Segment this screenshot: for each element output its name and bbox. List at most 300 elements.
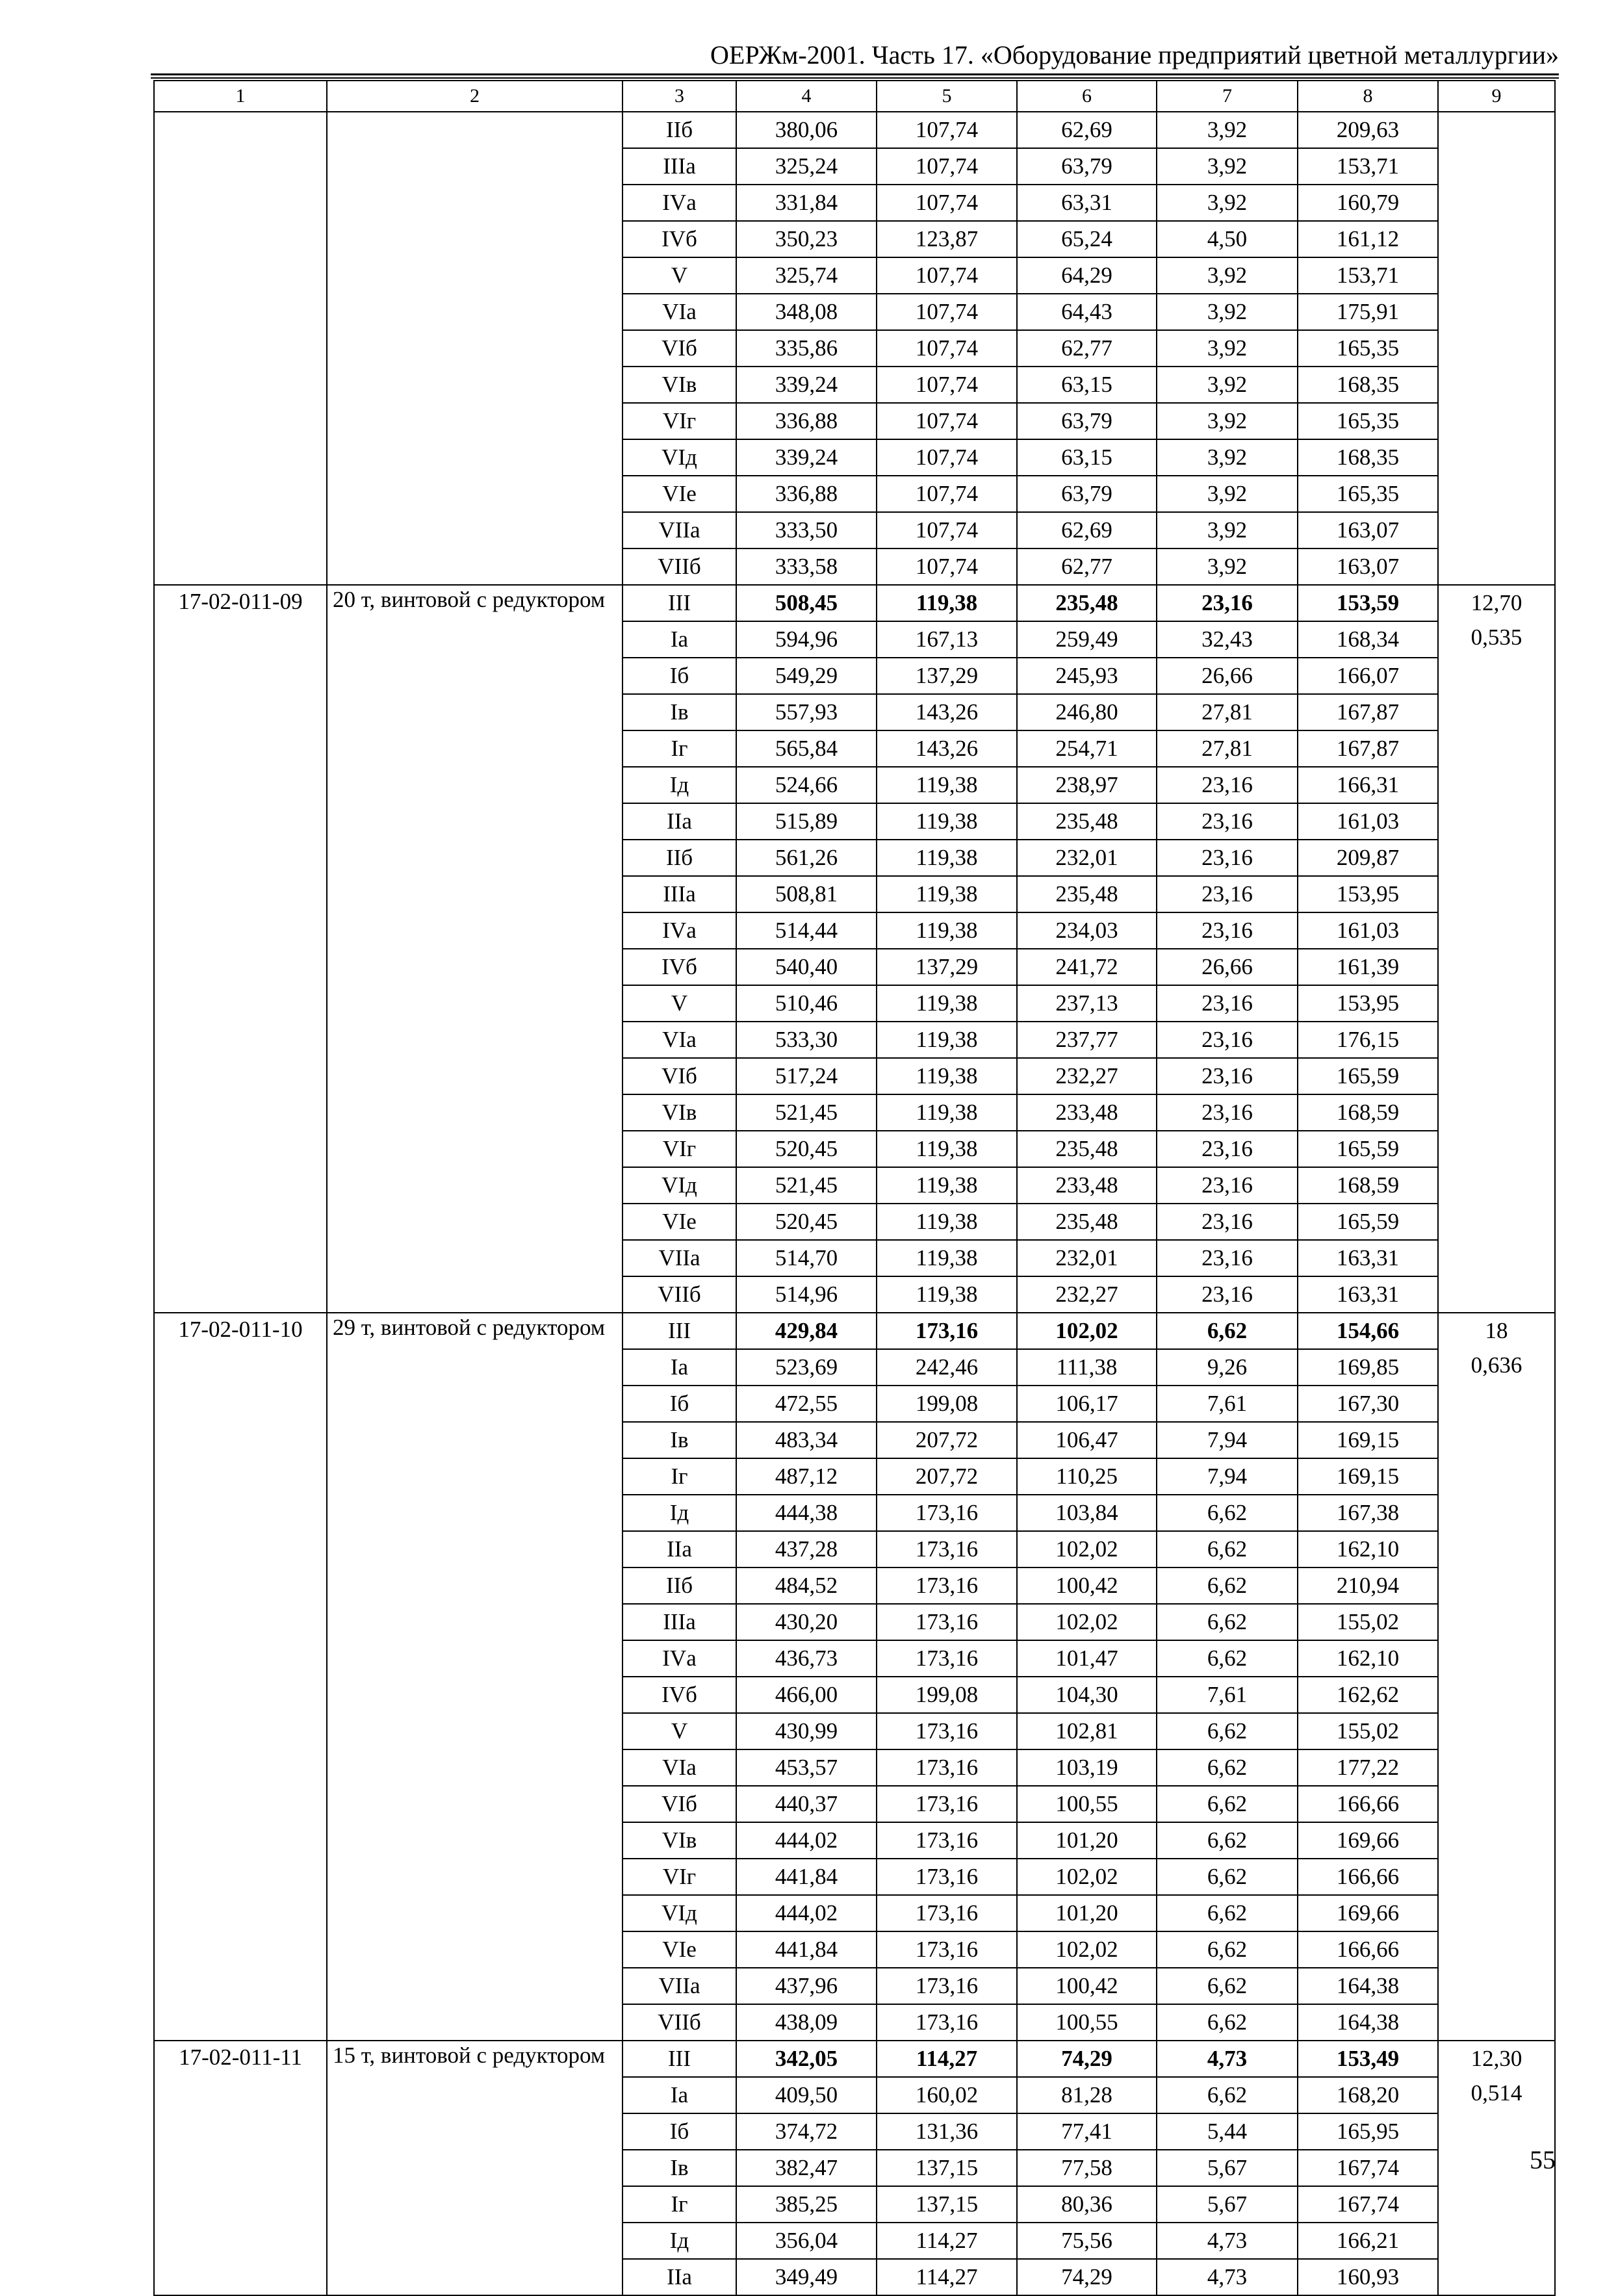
value-cell: 339,24 xyxy=(736,439,877,476)
value-cell: 102,02 xyxy=(1017,1531,1157,1567)
value-cell: 154,66 xyxy=(1298,1313,1438,1349)
value-cell: 101,20 xyxy=(1017,1895,1157,1931)
column-number: 3 xyxy=(623,81,736,112)
zone-cell: VIIб xyxy=(623,548,736,585)
value-cell: 160,93 xyxy=(1298,2259,1438,2295)
value-cell: 6,62 xyxy=(1157,2004,1298,2041)
value-cell: 100,55 xyxy=(1017,1786,1157,1822)
value-cell: 100,42 xyxy=(1017,1968,1157,2004)
value-cell: 119,38 xyxy=(877,1094,1017,1131)
value-cell: 131,36 xyxy=(877,2113,1017,2150)
value-cell: 430,20 xyxy=(736,1604,877,1640)
value-cell: 3,92 xyxy=(1157,512,1298,548)
column-9-value: 12,70 xyxy=(1470,590,1522,615)
zone-cell: V xyxy=(623,1713,736,1749)
value-cell: 23,16 xyxy=(1157,803,1298,840)
value-cell: 173,16 xyxy=(877,1822,1017,1859)
value-cell: 163,31 xyxy=(1298,1276,1438,1313)
zone-cell: VIа xyxy=(623,1749,736,1786)
value-cell: 3,92 xyxy=(1157,367,1298,403)
value-cell: 6,62 xyxy=(1157,1495,1298,1531)
zone-cell: VIе xyxy=(623,1204,736,1240)
value-cell: 325,24 xyxy=(736,148,877,185)
value-cell: 173,16 xyxy=(877,1531,1017,1567)
value-cell: 4,73 xyxy=(1157,2259,1298,2295)
value-cell: 27,81 xyxy=(1157,730,1298,767)
value-cell: 444,02 xyxy=(736,1822,877,1859)
value-cell: 6,62 xyxy=(1157,1859,1298,1895)
zone-cell: IIIа xyxy=(623,148,736,185)
rate-code-cell xyxy=(154,112,327,585)
value-cell: 472,55 xyxy=(736,1386,877,1422)
value-cell: 533,30 xyxy=(736,1022,877,1058)
value-cell: 520,45 xyxy=(736,1204,877,1240)
zone-cell: V xyxy=(623,257,736,294)
value-cell: 444,02 xyxy=(736,1895,877,1931)
column-9-cell xyxy=(1438,112,1555,585)
value-cell: 235,48 xyxy=(1017,585,1157,621)
value-cell: 6,62 xyxy=(1157,1931,1298,1968)
zone-cell: IIб xyxy=(623,1567,736,1604)
value-cell: 137,15 xyxy=(877,2150,1017,2186)
zone-cell: VIб xyxy=(623,1786,736,1822)
value-cell: 165,59 xyxy=(1298,1204,1438,1240)
value-cell: 237,13 xyxy=(1017,985,1157,1022)
value-cell: 409,50 xyxy=(736,2077,877,2113)
value-cell: 23,16 xyxy=(1157,1058,1298,1094)
value-cell: 119,38 xyxy=(877,1131,1017,1167)
value-cell: 123,87 xyxy=(877,221,1017,257)
value-cell: 166,66 xyxy=(1298,1786,1438,1822)
zone-cell: VIв xyxy=(623,367,736,403)
value-cell: 80,36 xyxy=(1017,2186,1157,2223)
value-cell: 437,96 xyxy=(736,1968,877,2004)
value-cell: 102,02 xyxy=(1017,1604,1157,1640)
value-cell: 339,24 xyxy=(736,367,877,403)
value-cell: 173,16 xyxy=(877,1931,1017,1968)
value-cell: 3,92 xyxy=(1157,403,1298,439)
zone-cell: IIIа xyxy=(623,876,736,912)
value-cell: 437,28 xyxy=(736,1531,877,1567)
zone-cell: VIв xyxy=(623,1822,736,1859)
value-cell: 23,16 xyxy=(1157,1094,1298,1131)
value-cell: 242,46 xyxy=(877,1349,1017,1386)
value-cell: 6,62 xyxy=(1157,1968,1298,2004)
value-cell: 4,50 xyxy=(1157,221,1298,257)
zone-cell: VIа xyxy=(623,1022,736,1058)
value-cell: 168,20 xyxy=(1298,2077,1438,2113)
value-cell: 235,48 xyxy=(1017,803,1157,840)
value-cell: 232,01 xyxy=(1017,1240,1157,1276)
value-cell: 514,70 xyxy=(736,1240,877,1276)
value-cell: 163,07 xyxy=(1298,548,1438,585)
value-cell: 161,39 xyxy=(1298,949,1438,985)
value-cell: 523,69 xyxy=(736,1349,877,1386)
value-cell: 235,48 xyxy=(1017,1204,1157,1240)
value-cell: 453,57 xyxy=(736,1749,877,1786)
value-cell: 143,26 xyxy=(877,694,1017,730)
value-cell: 9,26 xyxy=(1157,1349,1298,1386)
value-cell: 143,26 xyxy=(877,730,1017,767)
value-cell: 173,16 xyxy=(877,1567,1017,1604)
value-cell: 161,03 xyxy=(1298,803,1438,840)
value-cell: 107,74 xyxy=(877,112,1017,148)
value-cell: 483,34 xyxy=(736,1422,877,1458)
value-cell: 199,08 xyxy=(877,1677,1017,1713)
zone-cell: VIа xyxy=(623,294,736,330)
value-cell: 119,38 xyxy=(877,767,1017,803)
value-cell: 6,62 xyxy=(1157,1604,1298,1640)
value-cell: 32,43 xyxy=(1157,621,1298,658)
value-cell: 23,16 xyxy=(1157,1131,1298,1167)
value-cell: 173,16 xyxy=(877,1640,1017,1677)
value-cell: 440,37 xyxy=(736,1786,877,1822)
column-number: 6 xyxy=(1017,81,1157,112)
column-number: 2 xyxy=(327,81,623,112)
column-9-value: 12,30 xyxy=(1470,2046,1522,2071)
value-cell: 167,74 xyxy=(1298,2150,1438,2186)
value-cell: 107,74 xyxy=(877,548,1017,585)
value-cell: 176,15 xyxy=(1298,1022,1438,1058)
value-cell: 23,16 xyxy=(1157,1167,1298,1204)
table-body xyxy=(154,81,1555,2295)
zone-cell: IVа xyxy=(623,185,736,221)
value-cell: 514,44 xyxy=(736,912,877,949)
value-cell: 6,62 xyxy=(1157,1567,1298,1604)
value-cell: 102,02 xyxy=(1017,1859,1157,1895)
zone-cell: VIе xyxy=(623,1931,736,1968)
value-cell: 173,16 xyxy=(877,1895,1017,1931)
value-cell: 65,24 xyxy=(1017,221,1157,257)
value-cell: 155,02 xyxy=(1298,1713,1438,1749)
value-cell: 521,45 xyxy=(736,1094,877,1131)
zone-cell: Iа xyxy=(623,1349,736,1386)
value-cell: 5,67 xyxy=(1157,2150,1298,2186)
column-number: 7 xyxy=(1157,81,1298,112)
rate-description-cell: 20 т, винтовой с редуктором xyxy=(327,585,623,1313)
column-number: 1 xyxy=(154,81,327,112)
value-cell: 64,43 xyxy=(1017,294,1157,330)
value-cell: 168,35 xyxy=(1298,439,1438,476)
zone-cell: VIIб xyxy=(623,1276,736,1313)
zone-cell: VIIа xyxy=(623,1240,736,1276)
value-cell: 245,93 xyxy=(1017,658,1157,694)
column-9-value: 0,535 xyxy=(1470,625,1522,650)
value-cell: 335,86 xyxy=(736,330,877,367)
value-cell: 107,74 xyxy=(877,330,1017,367)
zone-cell: V xyxy=(623,985,736,1022)
value-cell: 3,92 xyxy=(1157,294,1298,330)
value-cell: 7,94 xyxy=(1157,1458,1298,1495)
zone-cell: VIд xyxy=(623,1167,736,1204)
value-cell: 155,02 xyxy=(1298,1604,1438,1640)
value-cell: 374,72 xyxy=(736,2113,877,2150)
value-cell: 153,71 xyxy=(1298,257,1438,294)
value-cell: 163,07 xyxy=(1298,512,1438,548)
table-row xyxy=(154,112,1555,148)
value-cell: 168,35 xyxy=(1298,367,1438,403)
table-row xyxy=(154,1313,1555,1349)
zone-cell: Iг xyxy=(623,1458,736,1495)
value-cell: 63,15 xyxy=(1017,439,1157,476)
value-cell: 169,66 xyxy=(1298,1895,1438,1931)
zone-cell: IVа xyxy=(623,912,736,949)
zone-cell: VIIб xyxy=(623,2004,736,2041)
zone-cell: VIд xyxy=(623,439,736,476)
value-cell: 63,15 xyxy=(1017,367,1157,403)
column-9-cell xyxy=(1438,585,1555,1313)
zone-cell: Iд xyxy=(623,767,736,803)
value-cell: 166,66 xyxy=(1298,1931,1438,1968)
zone-cell: VIг xyxy=(623,403,736,439)
value-cell: 173,16 xyxy=(877,1713,1017,1749)
value-cell: 103,84 xyxy=(1017,1495,1157,1531)
value-cell: 23,16 xyxy=(1157,985,1298,1022)
value-cell: 232,01 xyxy=(1017,840,1157,876)
value-cell: 119,38 xyxy=(877,876,1017,912)
zone-cell: VIIа xyxy=(623,512,736,548)
value-cell: 167,74 xyxy=(1298,2186,1438,2223)
zone-cell: Iг xyxy=(623,2186,736,2223)
value-cell: 232,27 xyxy=(1017,1058,1157,1094)
value-cell: 119,38 xyxy=(877,1204,1017,1240)
value-cell: 62,77 xyxy=(1017,548,1157,585)
value-cell: 438,09 xyxy=(736,2004,877,2041)
value-cell: 246,80 xyxy=(1017,694,1157,730)
value-cell: 207,72 xyxy=(877,1458,1017,1495)
value-cell: 3,92 xyxy=(1157,112,1298,148)
column-9-value: 0,636 xyxy=(1470,1352,1522,1378)
value-cell: 74,29 xyxy=(1017,2259,1157,2295)
value-cell: 429,84 xyxy=(736,1313,877,1349)
value-cell: 103,19 xyxy=(1017,1749,1157,1786)
value-cell: 325,74 xyxy=(736,257,877,294)
zone-cell: Iв xyxy=(623,2150,736,2186)
value-cell: 104,30 xyxy=(1017,1677,1157,1713)
value-cell: 167,38 xyxy=(1298,1495,1438,1531)
value-cell: 167,87 xyxy=(1298,694,1438,730)
page-header-title: ОЕРЖм-2001. Часть 17. «Оборудование предприятий цветной металлургии» xyxy=(710,40,1559,70)
value-cell: 77,41 xyxy=(1017,2113,1157,2150)
value-cell: 6,62 xyxy=(1157,1786,1298,1822)
value-cell: 107,74 xyxy=(877,148,1017,185)
value-cell: 6,62 xyxy=(1157,1531,1298,1567)
zone-cell: Iд xyxy=(623,1495,736,1531)
value-cell: 232,27 xyxy=(1017,1276,1157,1313)
value-cell: 3,92 xyxy=(1157,257,1298,294)
column-number: 8 xyxy=(1298,81,1438,112)
rate-code-cell: 17-02-011-11 xyxy=(154,2041,327,2295)
value-cell: 514,96 xyxy=(736,1276,877,1313)
rate-code-cell: 17-02-011-10 xyxy=(154,1313,327,2041)
zone-cell: IIIа xyxy=(623,1604,736,1640)
value-cell: 75,56 xyxy=(1017,2223,1157,2259)
value-cell: 167,87 xyxy=(1298,730,1438,767)
value-cell: 119,38 xyxy=(877,1022,1017,1058)
rate-description-cell xyxy=(327,112,623,585)
value-cell: 167,30 xyxy=(1298,1386,1438,1422)
value-cell: 3,92 xyxy=(1157,439,1298,476)
value-cell: 168,59 xyxy=(1298,1094,1438,1131)
value-cell: 74,29 xyxy=(1017,2041,1157,2077)
table-row xyxy=(154,585,1555,621)
value-cell: 259,49 xyxy=(1017,621,1157,658)
value-cell: 524,66 xyxy=(736,767,877,803)
value-cell: 382,47 xyxy=(736,2150,877,2186)
column-number: 9 xyxy=(1438,81,1555,112)
value-cell: 100,55 xyxy=(1017,2004,1157,2041)
value-cell: 102,81 xyxy=(1017,1713,1157,1749)
value-cell: 484,52 xyxy=(736,1567,877,1604)
value-cell: 4,73 xyxy=(1157,2041,1298,2077)
value-cell: 119,38 xyxy=(877,1167,1017,1204)
value-cell: 62,77 xyxy=(1017,330,1157,367)
value-cell: 173,16 xyxy=(877,1859,1017,1895)
value-cell: 444,38 xyxy=(736,1495,877,1531)
value-cell: 119,38 xyxy=(877,912,1017,949)
value-cell: 101,47 xyxy=(1017,1640,1157,1677)
value-cell: 3,92 xyxy=(1157,548,1298,585)
value-cell: 173,16 xyxy=(877,1968,1017,2004)
value-cell: 23,16 xyxy=(1157,912,1298,949)
zone-cell: VIв xyxy=(623,1094,736,1131)
zone-cell: Iб xyxy=(623,658,736,694)
value-cell: 5,67 xyxy=(1157,2186,1298,2223)
value-cell: 521,45 xyxy=(736,1167,877,1204)
value-cell: 110,25 xyxy=(1017,1458,1157,1495)
zone-cell: IVб xyxy=(623,1677,736,1713)
value-cell: 100,42 xyxy=(1017,1567,1157,1604)
value-cell: 561,26 xyxy=(736,840,877,876)
value-cell: 162,62 xyxy=(1298,1677,1438,1713)
value-cell: 333,50 xyxy=(736,512,877,548)
value-cell: 27,81 xyxy=(1157,694,1298,730)
value-cell: 6,62 xyxy=(1157,1713,1298,1749)
value-cell: 3,92 xyxy=(1157,185,1298,221)
zone-cell: III xyxy=(623,2041,736,2077)
value-cell: 23,16 xyxy=(1157,876,1298,912)
value-cell: 237,77 xyxy=(1017,1022,1157,1058)
value-cell: 106,17 xyxy=(1017,1386,1157,1422)
page-number: 55 xyxy=(1530,2145,1556,2174)
value-cell: 160,79 xyxy=(1298,185,1438,221)
zone-cell: Iб xyxy=(623,1386,736,1422)
value-cell: 153,71 xyxy=(1298,148,1438,185)
value-cell: 173,16 xyxy=(877,1604,1017,1640)
zone-cell: Iа xyxy=(623,621,736,658)
value-cell: 107,74 xyxy=(877,476,1017,512)
zone-cell: VIе xyxy=(623,476,736,512)
value-cell: 63,79 xyxy=(1017,476,1157,512)
column-number: 4 xyxy=(736,81,877,112)
value-cell: 173,16 xyxy=(877,1495,1017,1531)
value-cell: 165,59 xyxy=(1298,1131,1438,1167)
value-cell: 111,38 xyxy=(1017,1349,1157,1386)
value-cell: 210,94 xyxy=(1298,1567,1438,1604)
value-cell: 153,49 xyxy=(1298,2041,1438,2077)
value-cell: 64,29 xyxy=(1017,257,1157,294)
value-cell: 165,35 xyxy=(1298,476,1438,512)
value-cell: 62,69 xyxy=(1017,512,1157,548)
value-cell: 436,73 xyxy=(736,1640,877,1677)
zone-cell: IIб xyxy=(623,840,736,876)
value-cell: 7,61 xyxy=(1157,1386,1298,1422)
column-number-row xyxy=(154,81,1555,112)
value-cell: 234,03 xyxy=(1017,912,1157,949)
value-cell: 102,02 xyxy=(1017,1313,1157,1349)
value-cell: 106,47 xyxy=(1017,1422,1157,1458)
value-cell: 169,15 xyxy=(1298,1422,1438,1458)
value-cell: 233,48 xyxy=(1017,1094,1157,1131)
value-cell: 487,12 xyxy=(736,1458,877,1495)
value-cell: 349,49 xyxy=(736,2259,877,2295)
value-cell: 508,81 xyxy=(736,876,877,912)
value-cell: 169,15 xyxy=(1298,1458,1438,1495)
value-cell: 441,84 xyxy=(736,1859,877,1895)
value-cell: 165,35 xyxy=(1298,403,1438,439)
value-cell: 515,89 xyxy=(736,803,877,840)
value-cell: 380,06 xyxy=(736,112,877,148)
value-cell: 162,10 xyxy=(1298,1640,1438,1677)
value-cell: 173,16 xyxy=(877,2004,1017,2041)
value-cell: 77,58 xyxy=(1017,2150,1157,2186)
value-cell: 385,25 xyxy=(736,2186,877,2223)
zone-cell: Iб xyxy=(623,2113,736,2150)
value-cell: 4,73 xyxy=(1157,2223,1298,2259)
rate-description-cell: 15 т, винтовой с редуктором xyxy=(327,2041,623,2295)
value-cell: 114,27 xyxy=(877,2223,1017,2259)
value-cell: 7,61 xyxy=(1157,1677,1298,1713)
value-cell: 23,16 xyxy=(1157,767,1298,803)
value-cell: 153,95 xyxy=(1298,985,1438,1022)
zone-cell: VIб xyxy=(623,1058,736,1094)
value-cell: 26,66 xyxy=(1157,949,1298,985)
value-cell: 114,27 xyxy=(877,2259,1017,2295)
value-cell: 207,72 xyxy=(877,1422,1017,1458)
value-cell: 3,92 xyxy=(1157,330,1298,367)
value-cell: 6,62 xyxy=(1157,1640,1298,1677)
value-cell: 6,62 xyxy=(1157,2077,1298,2113)
value-cell: 153,59 xyxy=(1298,585,1438,621)
value-cell: 163,31 xyxy=(1298,1240,1438,1276)
zone-cell: IIа xyxy=(623,2259,736,2295)
value-cell: 153,95 xyxy=(1298,876,1438,912)
zone-cell: Iг xyxy=(623,730,736,767)
value-cell: 199,08 xyxy=(877,1386,1017,1422)
value-cell: 165,59 xyxy=(1298,1058,1438,1094)
value-cell: 26,66 xyxy=(1157,658,1298,694)
value-cell: 119,38 xyxy=(877,585,1017,621)
value-cell: 238,97 xyxy=(1017,767,1157,803)
value-cell: 137,15 xyxy=(877,2186,1017,2223)
value-cell: 63,31 xyxy=(1017,185,1157,221)
value-cell: 540,40 xyxy=(736,949,877,985)
value-cell: 177,22 xyxy=(1298,1749,1438,1786)
value-cell: 6,62 xyxy=(1157,1313,1298,1349)
value-cell: 254,71 xyxy=(1017,730,1157,767)
value-cell: 3,92 xyxy=(1157,476,1298,512)
column-9-value: 0,514 xyxy=(1470,2080,1522,2106)
zone-cell: III xyxy=(623,585,736,621)
table-row xyxy=(154,2041,1555,2077)
zone-cell: Iв xyxy=(623,694,736,730)
value-cell: 107,74 xyxy=(877,257,1017,294)
value-cell: 107,74 xyxy=(877,294,1017,330)
value-cell: 168,34 xyxy=(1298,621,1438,658)
value-cell: 107,74 xyxy=(877,512,1017,548)
column-9-value: 18 xyxy=(1485,1318,1508,1343)
zone-cell: Iа xyxy=(623,2077,736,2113)
